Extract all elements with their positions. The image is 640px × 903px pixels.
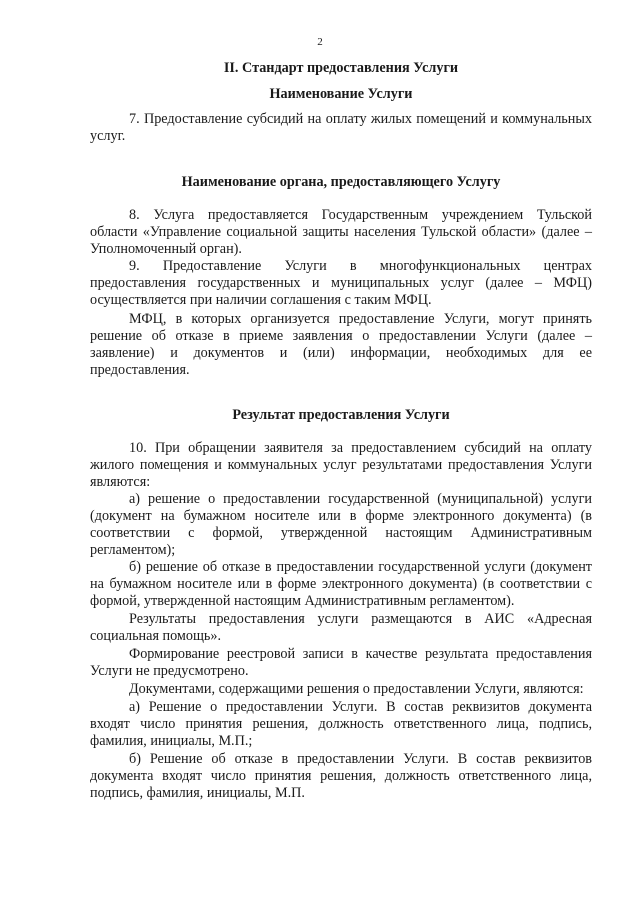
document-body (90, 60, 592, 802)
section-title: II. Стандарт предоставления Услуги (223, 60, 459, 76)
page-number: 2 (317, 36, 323, 48)
paragraph-7: 7. Предоставление субсидий на оплату жилых помещений и коммунальных услуг. (90, 111, 592, 144)
paragraph-results-ais: Результаты предоставления услуги размещаются в АИС «Адресная социальная помощь». (90, 611, 592, 644)
paragraph-decision-a: а) Решение о предоставлении Услуги. В состав реквизитов документа входят число принятия решения, должность ответственного лица, подпись, фамилия, инициалы, М.П.; (90, 699, 592, 749)
paragraph-10-a: а) решение о предоставлении государственной (муниципальной) услуги (документ на бумажном носителе или в форме электронного документа) (в соответствии с формой, утвержденной настоящим Административным регламентом); (90, 491, 592, 558)
paragraph-registry-record: Формирование реестровой записи в качестве результата предоставления Услуги не предусмотрено. (90, 646, 592, 679)
paragraph-decision-b: б) Решение об отказе в предоставлении Услуги. В состав реквизитов документа входят число принятия решения, должность ответственного лица, подпись, фамилия, инициалы, М.П. (90, 751, 592, 801)
paragraph-10-b: б) решение об отказе в предоставлении государственной услуги (документ на бумажном носителе или в форме электронного документа) (в соответствии с формой, утвержденной настоящим Административным регламентом). (90, 559, 592, 609)
heading-authority-name: Наименование органа, предоставляющего Услугу (181, 174, 501, 190)
paragraph-10: 10. При обращении заявителя за предоставлением субсидий на оплату жилого помещения и коммунальных услуг результатами предоставления Услуги являются: (90, 440, 592, 490)
paragraph-8: 8. Услуга предоставляется Государственным учреждением Тульской области «Управление социальной защиты населения Тульской области» (далее – Уполномоченный орган). (90, 207, 592, 257)
paragraph-mfc: МФЦ, в которых организуется предоставление Услуги, могут принять решение об отказе в приеме заявления о предоставлении Услуги (далее – заявление) и документов и (или) информации, необходимых для ее предоставления. (90, 311, 592, 378)
heading-service-result: Результат предоставления Услуги (232, 407, 450, 423)
paragraph-9: 9. Предоставление Услуги в многофункциональных центрах предоставления государственных и муниципальных услуг (далее – МФЦ) осуществляется при наличии соглашения с таким МФЦ. (90, 258, 592, 308)
paragraph-decision-documents: Документами, содержащими решения о предоставлении Услуги, являются: (129, 681, 584, 697)
heading-service-name: Наименование Услуги (269, 86, 413, 102)
